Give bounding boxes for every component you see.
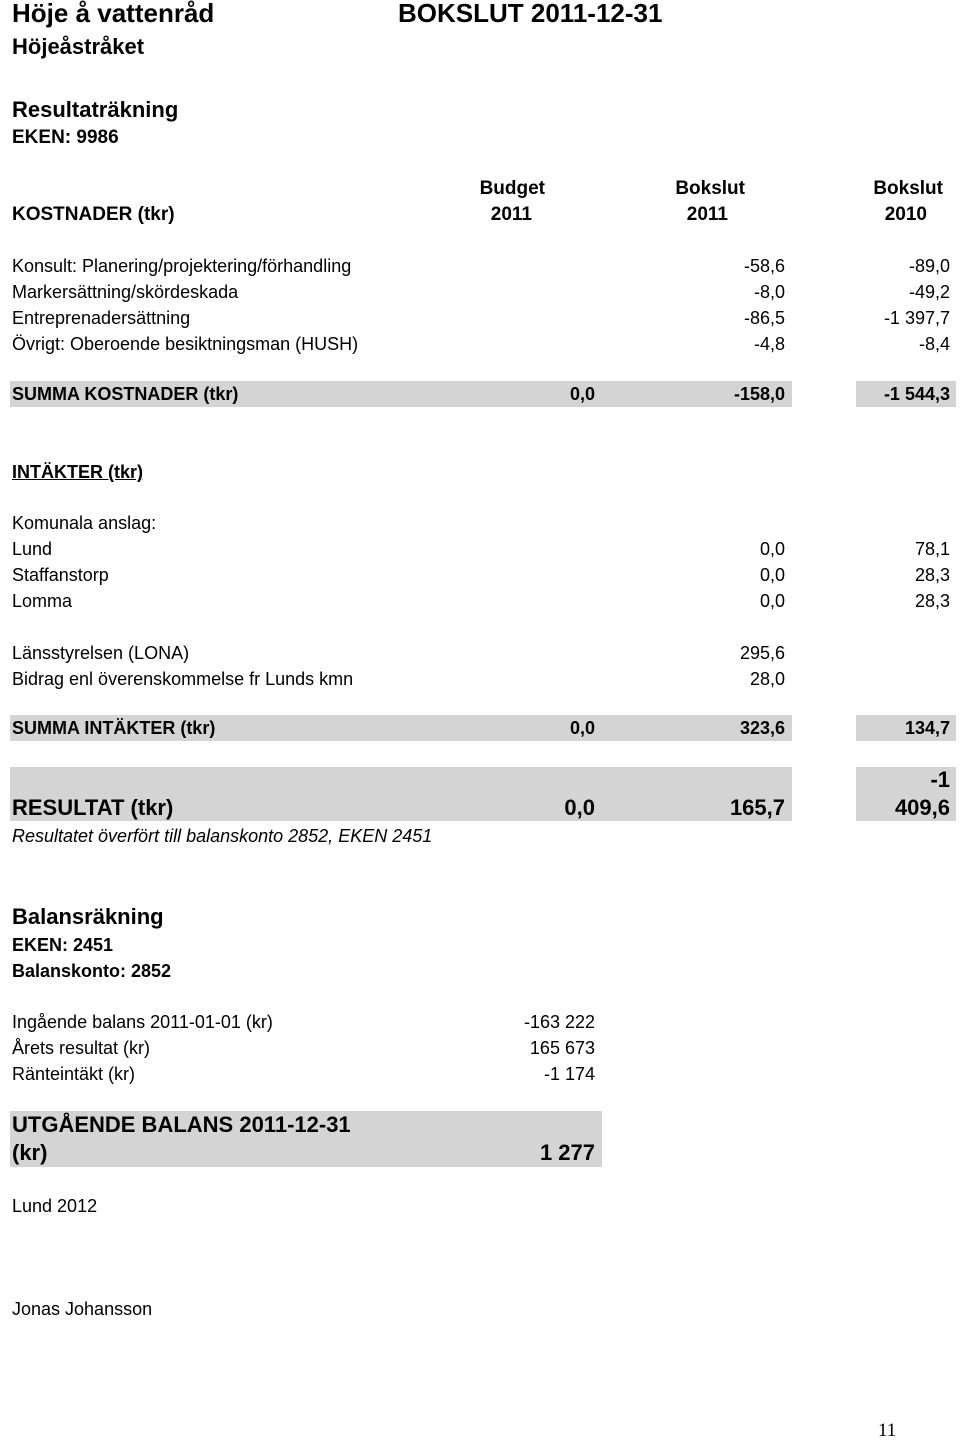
column-bokslut-2010-label: Bokslut bbox=[873, 178, 943, 199]
column-bokslut-2010-year: 2010 bbox=[884, 204, 927, 225]
income-total-bokslut-2010: 134,7 bbox=[904, 718, 950, 738]
income-label: Bidrag enl överenskommelse fr Lunds kmn bbox=[12, 669, 354, 689]
cost-bokslut-2011: -86,5 bbox=[743, 308, 785, 328]
cost-label: Markersättning/skördeskada bbox=[12, 282, 239, 302]
cost-bokslut-2010: -1 397,7 bbox=[883, 308, 950, 328]
signature-name: Jonas Johansson bbox=[12, 1299, 153, 1319]
balance-label: Ränteintäkt (kr) bbox=[12, 1064, 136, 1084]
income-label: Lund bbox=[12, 539, 53, 559]
cost-bokslut-2010: -89,0 bbox=[908, 256, 950, 276]
income-bokslut-2011: 0,0 bbox=[759, 591, 785, 611]
closing-balance-label-line2: (kr) bbox=[12, 1140, 48, 1165]
cost-bokslut-2010: -8,4 bbox=[918, 334, 950, 354]
project-name: Höjeåstråket bbox=[12, 34, 145, 59]
document-title: BOKSLUT 2011-12-31 bbox=[398, 0, 663, 28]
closing-balance-value: 1 277 bbox=[539, 1140, 595, 1165]
balance-sheet-eken: EKEN: 2451 bbox=[12, 935, 114, 955]
balance-label: Årets resultat (kr) bbox=[12, 1038, 151, 1058]
column-budget-year: 2011 bbox=[490, 204, 532, 225]
income-bokslut-2010: 78,1 bbox=[914, 539, 950, 559]
balance-label: Ingående balans 2011-01-01 (kr) bbox=[12, 1012, 273, 1032]
result-budget: 0,0 bbox=[564, 795, 595, 820]
income-total-budget: 0,0 bbox=[569, 718, 595, 738]
income-statement-heading: Resultaträkning bbox=[12, 97, 179, 122]
result-bokslut-2011: 165,7 bbox=[729, 795, 785, 820]
costs-total-bokslut-2011: -158,0 bbox=[733, 384, 785, 404]
closing-balance-label-line1: UTGÅENDE BALANS 2011-12-31 bbox=[12, 1112, 351, 1137]
income-subheading: Komunala anslag: bbox=[12, 513, 157, 533]
column-bokslut-2011-year: 2011 bbox=[686, 204, 728, 225]
balance-sheet-heading: Balansräkning bbox=[12, 904, 164, 929]
result-label: RESULTAT (tkr) bbox=[12, 795, 174, 820]
page-number: 11 bbox=[878, 1420, 897, 1441]
cost-label: Konsult: Planering/projektering/förhandling bbox=[12, 256, 352, 276]
cost-label: Entreprenadersättning bbox=[12, 308, 191, 328]
income-bokslut-2011: 295,6 bbox=[739, 643, 785, 663]
income-statement-eken: EKEN: 9986 bbox=[12, 127, 119, 148]
organization-title: Höje å vattenråd bbox=[12, 0, 215, 28]
result-bokslut-2010-line1: -1 bbox=[930, 767, 950, 792]
income-heading: INTÄKTER (tkr) bbox=[12, 462, 143, 482]
balance-value: 165 673 bbox=[529, 1038, 595, 1058]
balance-value: -1 174 bbox=[543, 1064, 595, 1084]
costs-total-label: SUMMA KOSTNADER (tkr) bbox=[12, 384, 239, 404]
balance-value: -163 222 bbox=[523, 1012, 595, 1032]
income-label: Lomma bbox=[12, 591, 73, 611]
income-bokslut-2010: 28,3 bbox=[914, 591, 950, 611]
income-bokslut-2010: 28,3 bbox=[914, 565, 950, 585]
costs-total-bokslut-2010: -1 544,3 bbox=[883, 384, 950, 404]
result-bokslut-2010-line2: 409,6 bbox=[894, 795, 950, 820]
cost-bokslut-2011: -58,6 bbox=[743, 256, 785, 276]
income-total-label: SUMMA INTÄKTER (tkr) bbox=[12, 718, 216, 738]
cost-label: Övrigt: Oberoende besiktningsman (HUSH) bbox=[12, 334, 359, 354]
balance-sheet-account: Balanskonto: 2852 bbox=[12, 961, 172, 981]
income-bokslut-2011: 0,0 bbox=[759, 565, 785, 585]
cost-bokslut-2011: -8,0 bbox=[753, 282, 785, 302]
cost-bokslut-2011: -4,8 bbox=[753, 334, 785, 354]
column-budget-label: Budget bbox=[479, 178, 545, 199]
costs-total-budget: 0,0 bbox=[569, 384, 595, 404]
cost-bokslut-2010: -49,2 bbox=[908, 282, 950, 302]
income-label: Staffanstorp bbox=[12, 565, 109, 585]
income-label: Länsstyrelsen (LONA) bbox=[12, 643, 190, 663]
result-note: Resultatet överfört till balanskonto 2852, EKEN 2451 bbox=[12, 826, 433, 846]
income-bokslut-2011: 28,0 bbox=[749, 669, 785, 689]
costs-heading: KOSTNADER (tkr) bbox=[12, 204, 175, 225]
income-total-bokslut-2011: 323,6 bbox=[739, 718, 785, 738]
column-bokslut-2011-label: Bokslut bbox=[675, 178, 745, 199]
income-bokslut-2011: 0,0 bbox=[759, 539, 785, 559]
place-date: Lund 2012 bbox=[12, 1196, 98, 1216]
